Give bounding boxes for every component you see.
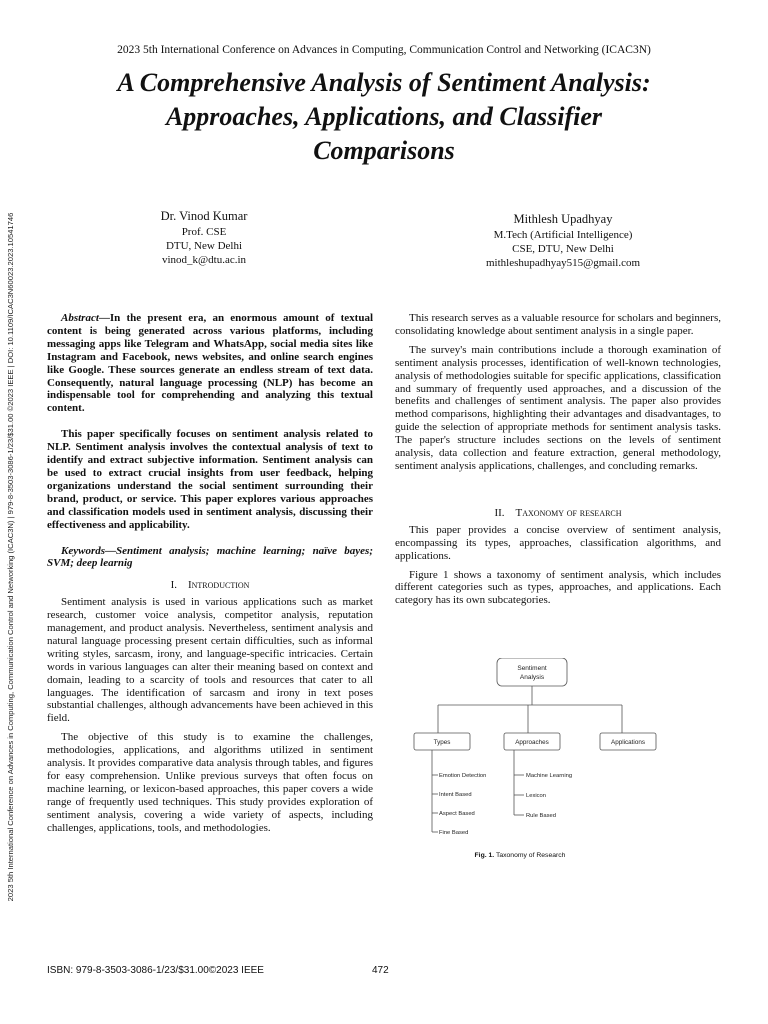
- types-item-intent-based: Intent Based: [439, 792, 472, 798]
- types-item-aspect-based: Aspect Based: [439, 811, 475, 817]
- root-node-label-1: Sentiment: [517, 665, 547, 672]
- title-line-3: Comparisons: [313, 136, 455, 165]
- types-item-emotion-detection: Emotion Detection: [439, 773, 487, 779]
- keywords-label: Keywords: [61, 544, 105, 557]
- taxonomy-paragraph-1: This paper provides a concise overview of sentiment analysis, encompassing its types, approaches, classification algorithms, and applications.: [395, 523, 721, 562]
- conference-header: 2023 5th International Conference on Advances in Computing, Communication Control and Networking (ICAC3N): [117, 44, 651, 56]
- figure-caption-label: Fig. 1.: [474, 852, 495, 859]
- author-affiliation: M.Tech (Artificial Intelligence): [493, 229, 633, 241]
- figure-caption-text: Taxonomy of Research: [495, 852, 566, 859]
- approaches-node-label: Approaches: [515, 739, 549, 746]
- figure-caption: [400, 852, 640, 859]
- right-paragraph-2: The survey's main contributions include a thorough examination of sentiment analysis processes, identification of well-known technologies, analysis of methodologies suitable for specific applications, classification and summary of frequently used approaches, and a discussion of the benefits and challenges of sentiment analysis. The paper also provides method comparisons, highlighting their advantages and disadvantages, to guide the selection of appropriate methods for sentiment analysis tasks. The paper's structure includes sections on the levels of sentiment analysis, data collection and feature extraction, general methodology, sentiment analysis applications, challenges, and concluding remarks.: [395, 343, 721, 472]
- paper-title: [40, 66, 728, 168]
- section-heading-taxonomy: [395, 507, 721, 520]
- intro-paragraph-2: The objective of this study is to examine the challenges, methodologies, applications, and algorithms utilized in sentiment analysis. It provides comparative data analysis through tables, and figures for easy comprehension. Unlike previous surveys that often focus on machine learning, or lexicon-based approaches, this paper covers a wide range of frequently used techniques. This study provides exploration of sentiment analysis, covering a wide variety of aspects, including challenges, applications, tools, and methodologies.: [47, 731, 373, 834]
- author-name: Mithlesh Upadhyay: [513, 212, 613, 226]
- abstract-text-1: —In the present era, an enormous amount of textual content is being generated across various platforms, including messaging apps like Telegram and WhatsApp, social media sites like Instagram and Facebook, news websites, and online search engines like Google. These sources generate an endless stream of text data. Consequently, natural language processing (NLP) has become an indispensable tool for comprehending and analyzing this textual content.: [47, 312, 373, 415]
- right-column: [395, 312, 721, 607]
- root-node-label-2: Analysis: [519, 674, 545, 681]
- author-location: DTU, New Delhi: [165, 240, 243, 252]
- title-line-2: Approaches, Applications, and Classifier: [165, 102, 603, 131]
- author-location: CSE, DTU, New Delhi: [512, 243, 614, 255]
- types-item-fine-based: Fine Based: [439, 830, 469, 836]
- applications-node-label: Applications: [611, 739, 645, 746]
- section-title: Introduction: [187, 579, 250, 592]
- author-1: [104, 207, 304, 267]
- doi-side-text: 2023 5th International Conference on Advances in Computing, Communication Control and Networking (ICAC3N) | 979-8-3503-3086-1/23/$31.00 ©2023 IEEE | DOI: 10.1109/ICAC3N60023.2023.10541746: [6, 212, 15, 902]
- section-number: II.: [494, 506, 505, 519]
- keywords: [47, 545, 373, 571]
- page-number: 472: [372, 965, 389, 976]
- right-paragraph-1: This research serves as a valuable resource for scholars and beginners, consolidating knowledge about sentiment analysis in a single paper.: [395, 312, 721, 337]
- left-column: [47, 312, 373, 835]
- keywords-text: —Sentiment analysis; machine learning; naïve bayes; SVM; deep learnig: [47, 544, 373, 570]
- root-node-box: [497, 658, 567, 686]
- approaches-item-lexicon: Lexicon: [526, 793, 546, 799]
- abstract: [47, 312, 373, 532]
- section-heading-introduction: [47, 579, 373, 592]
- section-title: Taxonomy of research: [515, 506, 622, 519]
- taxonomy-figure: [408, 658, 738, 868]
- abstract-label: Abstract: [61, 312, 99, 324]
- author-name: Dr. Vinod Kumar: [160, 209, 248, 223]
- abstract-paragraph-2: This paper specifically focuses on sentiment analysis related to NLP. Sentiment analysis involves the contextual analysis of text to identify and extract subjective information. Sentiment analysis can be used to extract crucial insights from user feedback, helping organizations understand the social sentiment surrounding their brand, product, or service. This paper explores various approaches and classification models used in sentiment analysis, discussing their effectiveness and applicability.: [47, 428, 373, 531]
- footer-isbn: ISBN: 979-8-3503-3086-1/23/$31.00©2023 IEEE: [47, 965, 264, 976]
- approaches-item-machine-learning: Machine Learning: [526, 773, 573, 779]
- author-email: mithleshupadhyay515@gmail.com: [485, 257, 641, 269]
- types-node-label: Types: [433, 739, 451, 746]
- author-email: vinod_k@dtu.ac.in: [161, 254, 247, 266]
- section-number: I.: [170, 579, 177, 592]
- title-line-1: A Comprehensive Analysis of Sentiment Analysis:: [117, 68, 651, 97]
- author-2: [438, 210, 688, 270]
- abstract-paragraph-1: [47, 312, 373, 415]
- approaches-item-rule-based: Rule Based: [526, 813, 556, 819]
- taxonomy-paragraph-2: Figure 1 shows a taxonomy of sentiment analysis, which includes different categories such as types, approaches, and applications. Each category has its own subcategories.: [395, 568, 721, 607]
- author-affiliation: Prof. CSE: [181, 226, 227, 238]
- intro-paragraph-1: Sentiment analysis is used in various applications such as market research, customer voice analysis, competitor analysis, reputation management, and product analysis. Nevertheless, sentiment analysis and natural language processing present certain difficulties, such as informal writing styles, sarcasm, irony, and language-specific intricacies. Certain words in various languages can alter their meaning based on context and domain, leading to a scarcity of tools and resources that cater to all languages. The identification of sarcasm and irony in text poses substantial challenges, although advancements have been achieved in this field.: [47, 596, 373, 725]
